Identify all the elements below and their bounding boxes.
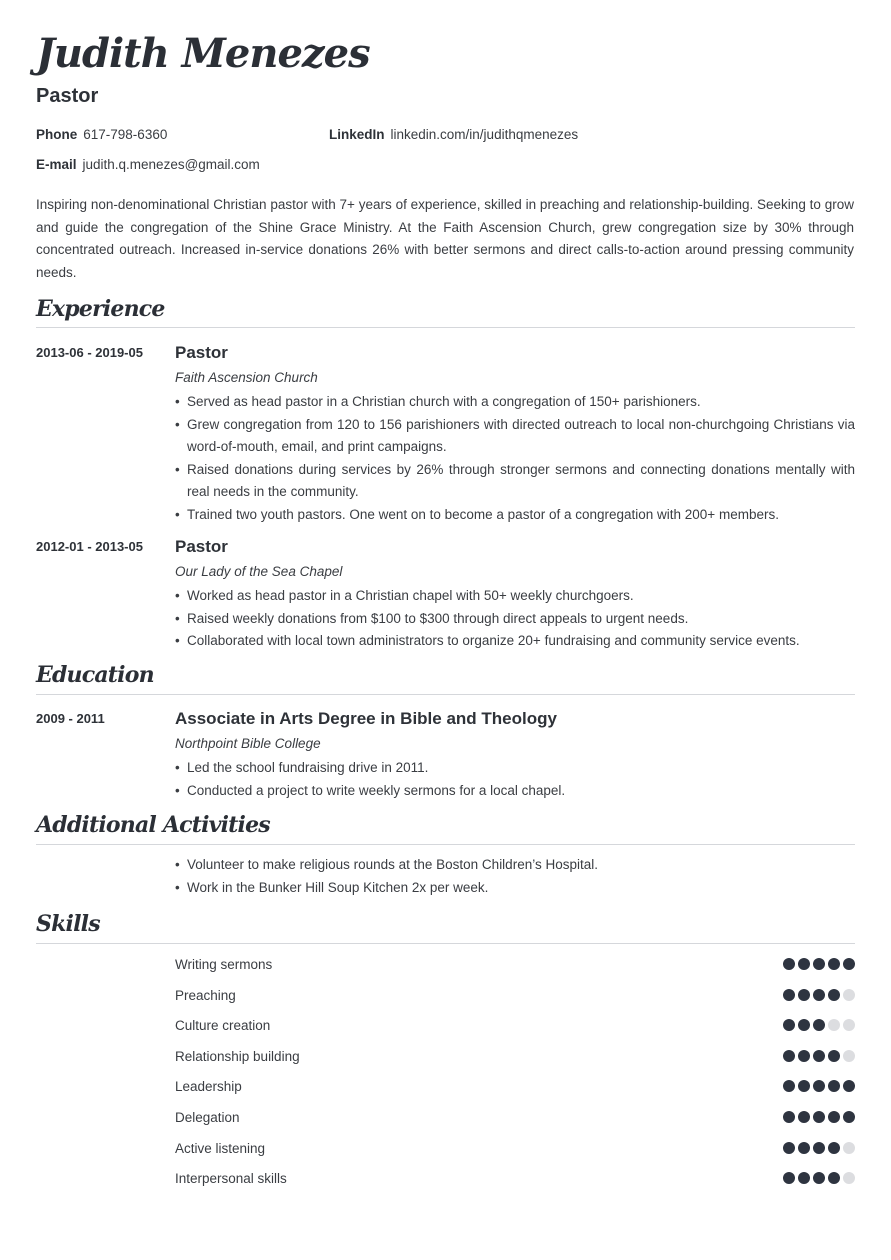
bullet-item: • Raised donations during services by 26% through stronger sermons and connecting donations mentally with real needs in the community. [175, 459, 855, 504]
skill-row [175, 956, 855, 976]
skill-row [175, 1170, 855, 1190]
rating-dot-empty [828, 1019, 840, 1031]
rating-dot-filled [798, 1080, 810, 1092]
rating-dot-filled [813, 1080, 825, 1092]
phone-value: 617-798-6360 [83, 127, 168, 142]
bullet-item: • Conducted a project to write weekly sermons for a local chapel. [175, 780, 855, 803]
skill-name: Writing sermons [175, 957, 273, 972]
rating-dot-empty [843, 1142, 855, 1154]
phone-label: Phone [36, 127, 78, 142]
rating-dot-filled [843, 1111, 855, 1123]
activities-heading: Additional Activities [36, 812, 270, 838]
skill-rating [783, 1080, 855, 1092]
email-label: E-mail [36, 157, 77, 172]
rating-dot-empty [843, 1019, 855, 1031]
skill-row [175, 1109, 855, 1129]
rating-dot-filled [783, 1050, 795, 1062]
profile-summary: Inspiring non-denominational Christian pastor with 7+ years of experience, skilled in preaching and relationship-building. Seeking to grow and guide the congregation of the Shine Grace Ministry. At the Faith Ascension Church, grew congregation size by 30% through concentrated outreach. Increased in-service donations 26% with better sermons and direct calls-to-action around pressing community needs. [36, 197, 854, 280]
entry-dates: 2013-06 - 2019-05 [36, 345, 143, 360]
entry-organization: Northpoint Bible College [175, 736, 321, 751]
rating-dot-filled [813, 989, 825, 1001]
skill-row [175, 1140, 855, 1160]
rating-dot-filled [798, 958, 810, 970]
email-value[interactable]: judith.q.menezes@gmail.com [82, 157, 260, 172]
skill-row [175, 1078, 855, 1098]
rating-dot-filled [813, 1111, 825, 1123]
rating-dot-filled [783, 1142, 795, 1154]
linkedin-label: LinkedIn [329, 127, 385, 142]
skill-rating [783, 1111, 855, 1123]
rating-dot-filled [798, 1172, 810, 1184]
entry-title: Pastor [175, 537, 228, 556]
rating-dot-filled [843, 1080, 855, 1092]
experience-heading: Experience [36, 296, 165, 322]
rating-dot-filled [783, 1019, 795, 1031]
candidate-name: Judith Menezes [36, 30, 370, 77]
rating-dot-filled [843, 958, 855, 970]
skill-rating [783, 1172, 855, 1184]
entry-title: Pastor [175, 343, 228, 362]
bullet-item: • Served as head pastor in a Christian church with a congregation of 150+ parishioners. [175, 391, 855, 414]
skills-divider [36, 943, 855, 944]
rating-dot-filled [828, 1111, 840, 1123]
rating-dot-filled [828, 989, 840, 1001]
rating-dot-filled [813, 1142, 825, 1154]
linkedin-line [329, 127, 578, 142]
education-divider [36, 694, 855, 695]
phone-line [36, 127, 167, 142]
skill-rating [783, 1019, 855, 1031]
skills-heading: Skills [36, 911, 100, 937]
bullet-item: • Volunteer to make religious rounds at the Boston Children’s Hospital. [175, 854, 855, 877]
skill-rating [783, 989, 855, 1001]
rating-dot-empty [843, 989, 855, 1001]
rating-dot-filled [798, 1050, 810, 1062]
entry-bullets [175, 757, 855, 802]
skill-row [175, 1048, 855, 1068]
rating-dot-filled [813, 1019, 825, 1031]
rating-dot-filled [798, 1019, 810, 1031]
skill-rating [783, 1142, 855, 1154]
entry-organization: Our Lady of the Sea Chapel [175, 564, 343, 579]
skill-rating [783, 1050, 855, 1062]
skill-name: Preaching [175, 987, 236, 1003]
linkedin-value[interactable]: linkedin.com/in/judithqmenezes [390, 127, 579, 142]
activities-divider [36, 844, 855, 845]
email-line [36, 157, 260, 172]
rating-dot-filled [813, 1050, 825, 1062]
rating-dot-filled [798, 1142, 810, 1154]
rating-dot-filled [828, 1080, 840, 1092]
skill-rating [783, 958, 855, 970]
bullet-item: • Grew congregation from 120 to 156 parishioners with directed outreach to local non-churchgoing Christians via word-of-mouth, email, and print campaigns. [175, 414, 855, 459]
rating-dot-filled [798, 989, 810, 1001]
rating-dot-filled [828, 1142, 840, 1154]
activities-bullets [175, 854, 855, 899]
skill-name: Delegation [175, 1110, 240, 1125]
entry-dates: 2009 - 2011 [36, 711, 105, 726]
skill-row [175, 1017, 855, 1037]
bullet-item: • Raised weekly donations from $100 to $300 through direct appeals to urgent needs. [175, 608, 855, 631]
rating-dot-filled [813, 1172, 825, 1184]
rating-dot-filled [828, 1050, 840, 1062]
rating-dot-filled [783, 1172, 795, 1184]
bullet-item: • Work in the Bunker Hill Soup Kitchen 2x per week. [175, 877, 855, 900]
experience-divider [36, 327, 855, 328]
rating-dot-filled [783, 1080, 795, 1092]
entry-organization: Faith Ascension Church [175, 370, 318, 385]
bullet-item: • Trained two youth pastors. One went on to become a pastor of a congregation with 200+ members. [175, 504, 855, 527]
candidate-title: Pastor [36, 85, 99, 107]
entry-bullets [175, 391, 855, 527]
entry-bullets [175, 585, 855, 653]
rating-dot-filled [828, 1172, 840, 1184]
rating-dot-filled [828, 958, 840, 970]
skill-name: Leadership [175, 1079, 242, 1095]
bullet-item: • Collaborated with local town administrators to organize 20+ fundraising and community service events. [175, 630, 855, 653]
skill-name: Interpersonal skills [175, 1171, 287, 1187]
skill-name: Relationship building [175, 1048, 300, 1064]
rating-dot-empty [843, 1050, 855, 1062]
bullet-item: • Led the school fundraising drive in 2011. [175, 757, 855, 780]
skill-name: Culture creation [175, 1018, 271, 1034]
entry-title: Associate in Arts Degree in Bible and Theology [175, 709, 557, 728]
skill-row [175, 987, 855, 1007]
rating-dot-filled [783, 1111, 795, 1123]
rating-dot-empty [843, 1172, 855, 1184]
rating-dot-filled [783, 958, 795, 970]
bullet-item: • Worked as head pastor in a Christian chapel with 50+ weekly churchgoers. [175, 585, 855, 608]
education-heading: Education [36, 662, 154, 688]
entry-dates: 2012-01 - 2013-05 [36, 539, 143, 554]
skill-name: Active listening [175, 1140, 266, 1156]
rating-dot-filled [813, 958, 825, 970]
rating-dot-filled [798, 1111, 810, 1123]
rating-dot-filled [783, 989, 795, 1001]
